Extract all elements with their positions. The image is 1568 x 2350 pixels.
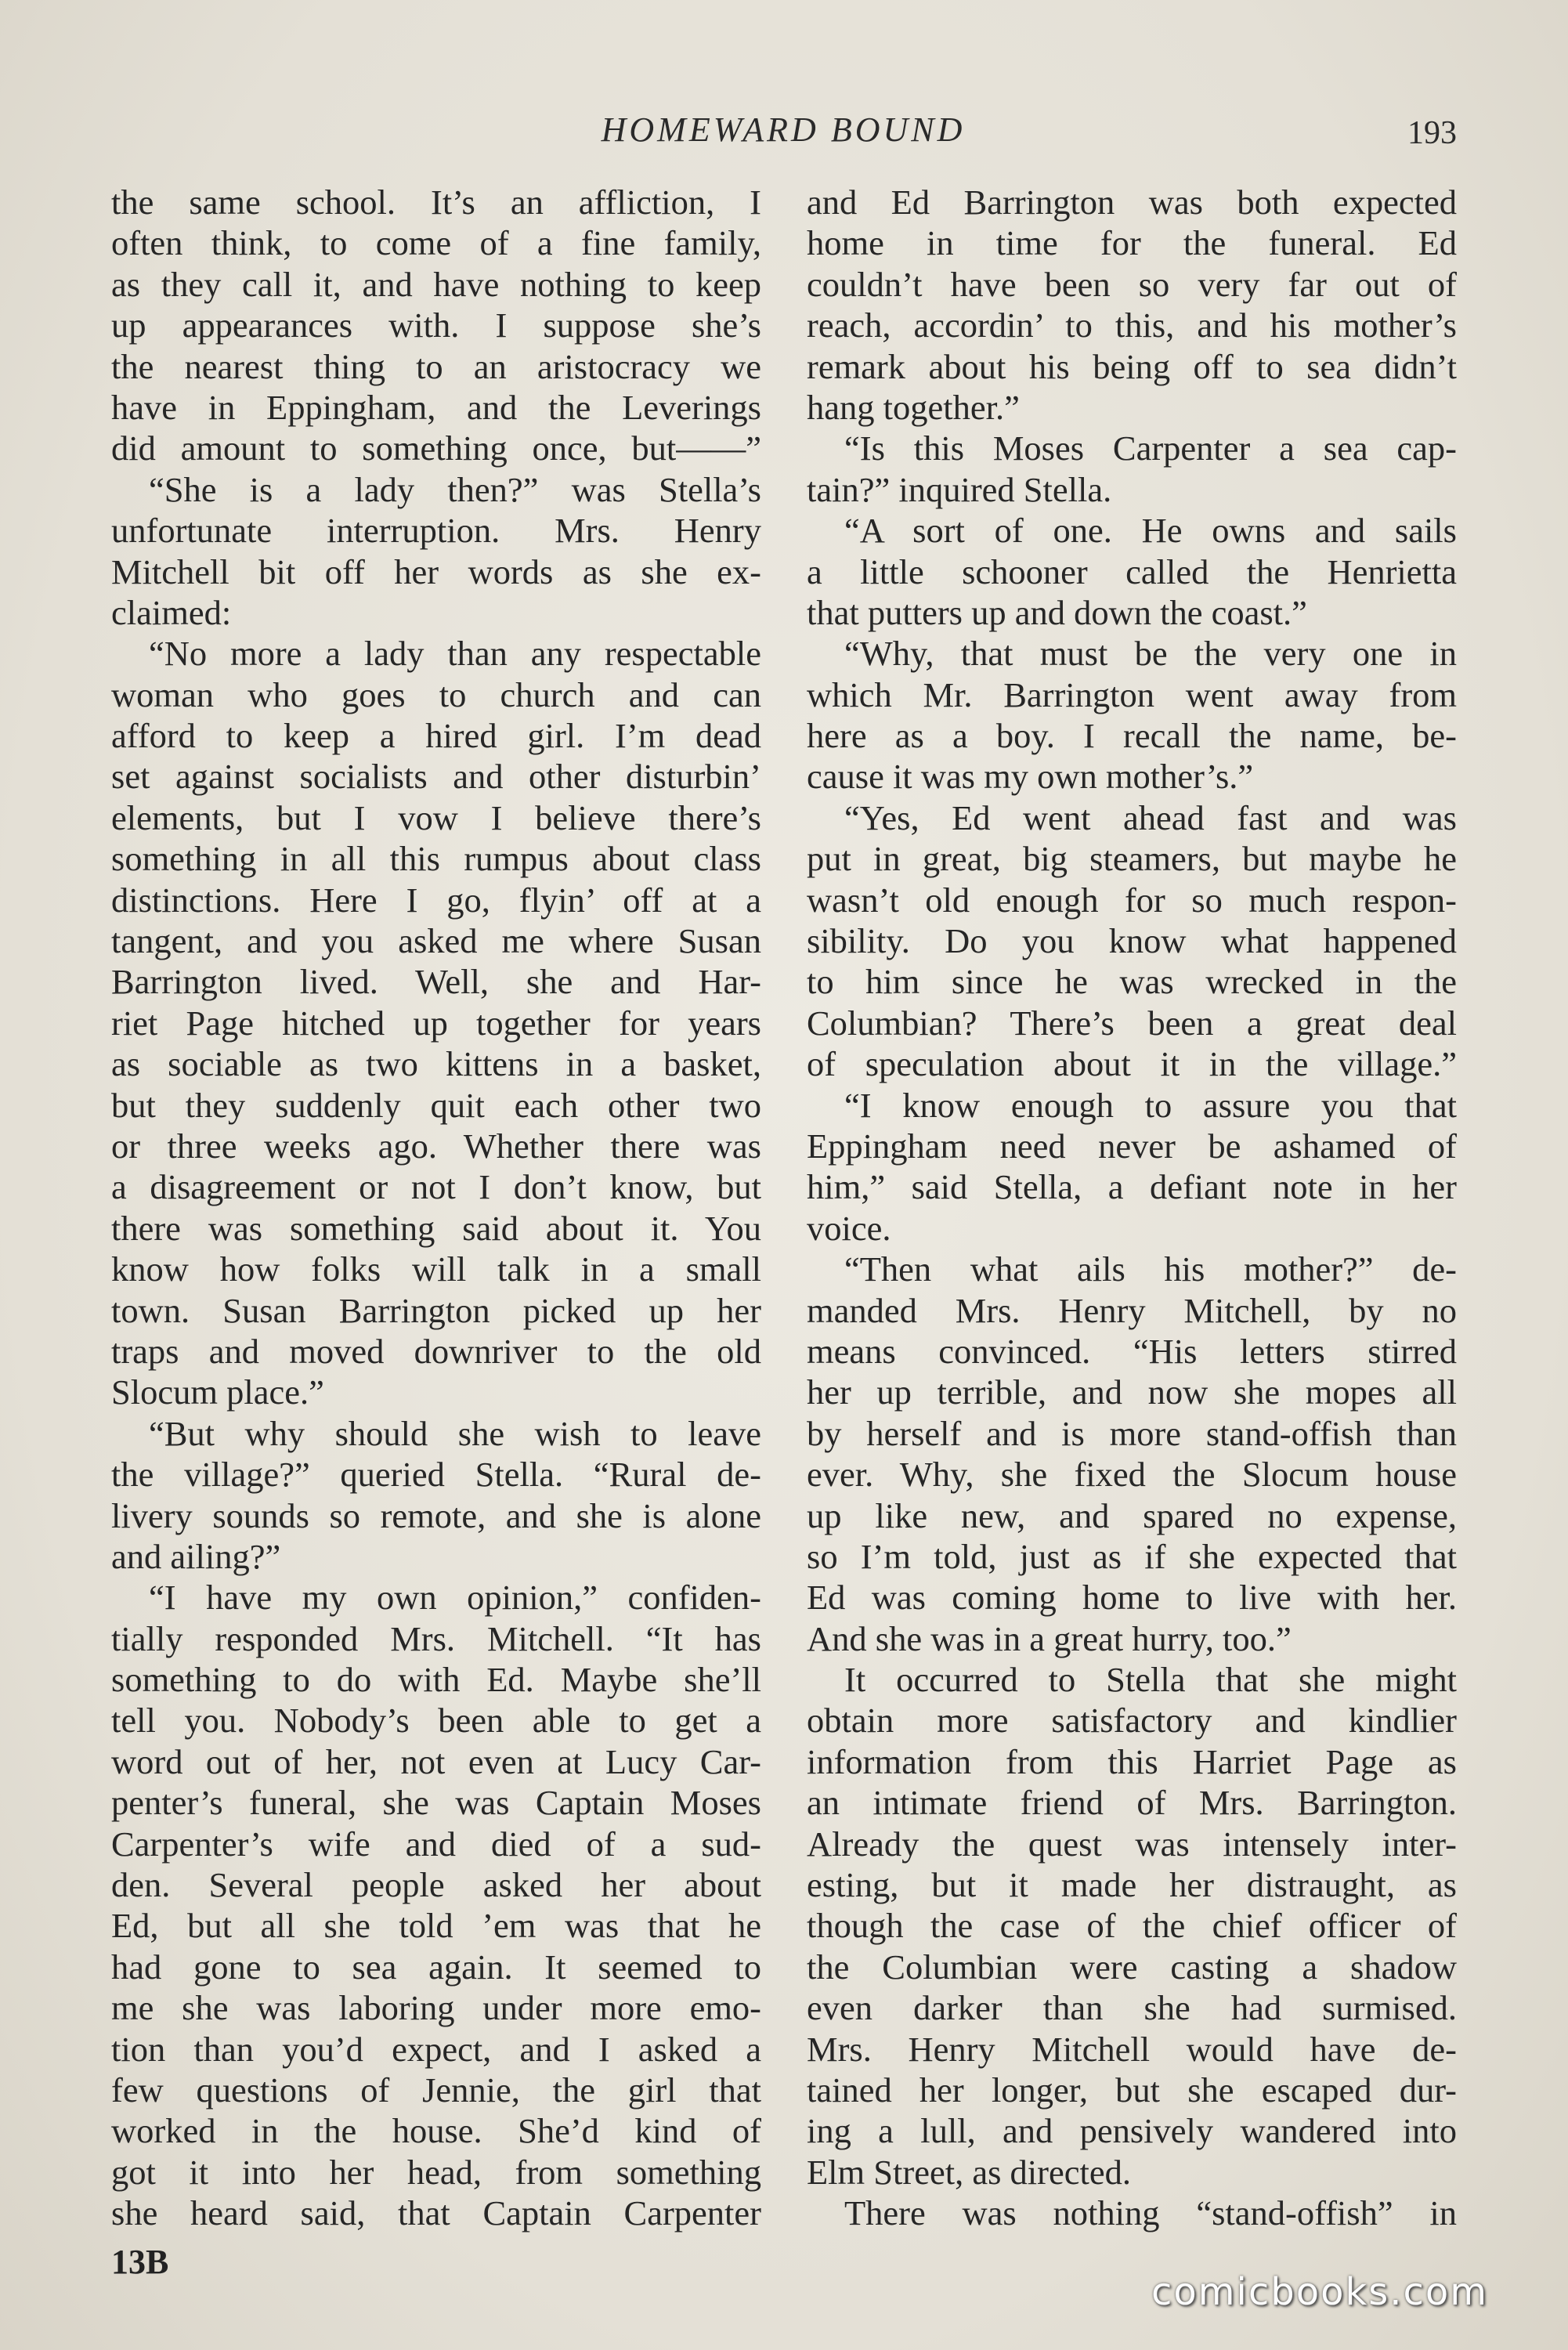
page-number: 193 <box>1407 115 1457 151</box>
text-line: It occurred to Stella that she might <box>844 1660 1457 1700</box>
text-line: hang together.” <box>807 387 1020 427</box>
text-line: penter’s funeral, she was Captain Moses <box>111 1783 761 1823</box>
text-line: riet Page hitched up together for years <box>111 1003 761 1043</box>
text-line: tially responded Mrs. Mitchell. “It has <box>111 1618 761 1658</box>
text-line: Columbian? There’s been a great deal <box>807 1003 1457 1043</box>
text-line: cause it was my own mother’s.” <box>807 757 1254 797</box>
right-column <box>807 182 1457 2234</box>
text-line: as sociable as two kittens in a basket, <box>111 1044 761 1084</box>
text-line: have in Eppingham, and the Leverings <box>111 387 761 427</box>
text-line: And she was in a great hurry, too.” <box>807 1618 1292 1658</box>
text-line: me she was laboring under more emo- <box>111 1988 761 2028</box>
text-line: put in great, big steamers, but maybe he <box>807 839 1457 879</box>
text-line: couldn’t have been so very far out of <box>807 264 1457 304</box>
left-column <box>111 182 761 2234</box>
text-line: remark about his being off to sea didn’t <box>807 346 1457 386</box>
running-head: HOMEWARD BOUND <box>601 110 966 149</box>
text-line: something in all this rumpus about class <box>111 839 761 879</box>
text-line: ing a lull, and pensively wandered into <box>807 2111 1457 2151</box>
text-line: few questions of Jennie, the girl that <box>111 2070 761 2110</box>
text-line: a little schooner called the Henrietta <box>807 551 1457 591</box>
text-line: “I know enough to assure you that <box>844 1085 1457 1125</box>
text-line: obtain more satisfactory and kindlier <box>807 1701 1457 1741</box>
text-line: voice. <box>807 1208 891 1248</box>
text-line: “No more a lady than any respectable <box>149 634 761 674</box>
text-line: home in time for the funeral. Ed <box>807 223 1457 263</box>
text-line: up appearances with. I suppose she’s <box>111 306 761 345</box>
text-line: as they call it, and have nothing to keep <box>111 264 761 304</box>
text-line: Carpenter’s wife and died of a sud- <box>111 1824 761 1864</box>
text-line: Mrs. Henry Mitchell would have de- <box>807 2029 1457 2069</box>
text-line: him,” said Stella, a defiant note in her <box>807 1167 1457 1207</box>
text-line: wasn’t old enough for so much respon- <box>807 880 1457 920</box>
text-line: something to do with Ed. Maybe she’ll <box>111 1660 761 1700</box>
text-line: the village?” queried Stella. “Rural de- <box>111 1455 761 1495</box>
page-header <box>110 110 1457 157</box>
text-line: got it into her head, from something <box>111 2152 761 2192</box>
text-line: an intimate friend of Mrs. Barrington. <box>807 1783 1457 1823</box>
text-line: town. Susan Barrington picked up her <box>111 1290 761 1330</box>
text-line: unfortunate interruption. Mrs. Henry <box>111 511 761 551</box>
text-line: esting, but it made her distraught, as <box>807 1865 1457 1905</box>
text-line: of speculation about it in the village.” <box>807 1044 1457 1084</box>
text-line: know how folks will talk in a small <box>111 1249 761 1289</box>
text-line: claimed: <box>111 592 232 632</box>
watermark-logo: comicbooks.com <box>1151 2270 1489 2314</box>
text-line: “Yes, Ed went ahead fast and was <box>844 797 1457 837</box>
text-line: so I’m told, just as if she expected that <box>807 1536 1457 1576</box>
text-line: “Is this Moses Carpenter a sea cap- <box>844 428 1457 468</box>
text-line: traps and moved downriver to the old <box>111 1331 761 1371</box>
text-line: tain?” inquired Stella. <box>807 469 1112 509</box>
text-line: “Why, that must be the very one in <box>844 634 1457 674</box>
text-line: There was nothing “stand-offish” in <box>844 2193 1457 2233</box>
text-line: “Then what ails his mother?” de- <box>844 1249 1457 1289</box>
text-line: often think, to come of a fine family, <box>111 223 761 263</box>
text-line: woman who goes to church and can <box>111 674 761 714</box>
text-line: even darker than she had surmised. <box>807 1988 1457 2028</box>
text-line: “I have my own opinion,” confiden- <box>149 1578 761 1618</box>
text-line: elements, but I vow I believe there’s <box>111 797 761 837</box>
text-line: that putters up and down the coast.” <box>807 592 1307 632</box>
text-line: her up terrible, and now she mopes all <box>807 1372 1457 1412</box>
text-line: by herself and is more stand-offish than <box>807 1413 1457 1453</box>
text-line: Barrington lived. Well, she and Har- <box>111 962 761 1002</box>
text-line: she heard said, that Captain Carpenter <box>111 2193 761 2233</box>
text-line: tion than you’d expect, and I asked a <box>111 2029 761 2069</box>
text-line: though the case of the chief officer of <box>807 1906 1457 1946</box>
text-line: or three weeks ago. Whether there was <box>111 1126 761 1166</box>
text-line: sibility. Do you know what happened <box>807 921 1457 961</box>
text-line: the same school. It’s an affliction, I <box>111 183 761 222</box>
text-line: and Ed Barrington was both expected <box>807 183 1457 222</box>
text-line: ever. Why, she fixed the Slocum house <box>807 1455 1457 1495</box>
text-line: the Columbian were casting a shadow <box>807 1947 1457 1987</box>
text-line: tained her longer, but she escaped dur- <box>807 2070 1457 2110</box>
text-line: word out of her, not even at Lucy Car- <box>111 1741 761 1781</box>
text-line: Eppingham need never be ashamed of <box>807 1126 1457 1166</box>
text-line: Ed was coming home to live with her. <box>807 1578 1457 1618</box>
text-line: “A sort of one. He owns and sails <box>844 511 1457 551</box>
signature-mark: 13B <box>111 2243 169 2281</box>
text-line: Ed, but all she told ’em was that he <box>111 1906 761 1946</box>
text-line: the nearest thing to an aristocracy we <box>111 346 761 386</box>
text-line: manded Mrs. Henry Mitchell, by no <box>807 1290 1457 1330</box>
text-line: tell you. Nobody’s been able to get a <box>111 1701 761 1741</box>
text-line: to him since he was wrecked in the <box>807 962 1457 1002</box>
text-line: had gone to sea again. It seemed to <box>111 1947 761 1987</box>
text-line: here as a boy. I recall the name, be- <box>807 716 1457 756</box>
text-line: tangent, and you asked me where Susan <box>111 921 761 961</box>
text-line: reach, accordin’ to this, and his mother’s <box>807 306 1457 345</box>
text-line: “But why should she wish to leave <box>149 1413 761 1453</box>
text-line: information from this Harriet Page as <box>807 1741 1457 1781</box>
text-line: means convinced. “His letters stirred <box>807 1331 1457 1371</box>
text-line: Mitchell bit off her words as she ex- <box>111 551 761 591</box>
text-line: set against socialists and other disturbin’ <box>111 757 761 797</box>
text-line: which Mr. Barrington went away from <box>807 674 1457 714</box>
text-line: there was something said about it. You <box>111 1208 761 1248</box>
text-line: afford to keep a hired girl. I’m dead <box>111 716 761 756</box>
text-line: Slocum place.” <box>111 1372 324 1412</box>
text-line: and ailing?” <box>111 1536 281 1576</box>
text-line: worked in the house. She’d kind of <box>111 2111 761 2151</box>
text-line: Already the quest was intensely inter- <box>807 1824 1457 1864</box>
text-line: did amount to something once, but——” <box>111 428 761 468</box>
text-line: distinctions. Here I go, flyin’ off at a <box>111 880 761 920</box>
text-line: but they suddenly quit each other two <box>111 1085 761 1125</box>
text-line: livery sounds so remote, and she is alone <box>111 1495 761 1535</box>
text-line: Elm Street, as directed. <box>807 2152 1131 2192</box>
text-line: a disagreement or not I don’t know, but <box>111 1167 761 1207</box>
text-line: “She is a lady then?” was Stella’s <box>149 469 761 509</box>
text-line: den. Several people asked her about <box>111 1865 761 1905</box>
text-line: up like new, and spared no expense, <box>807 1495 1457 1535</box>
